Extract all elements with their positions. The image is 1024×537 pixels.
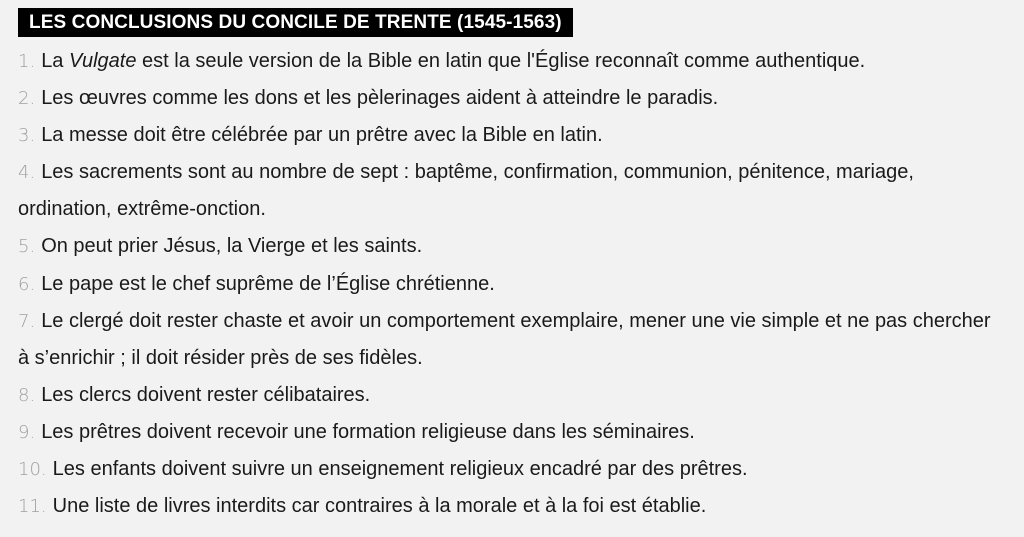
item-text: Les clercs doivent rester célibataires. [41,383,371,406]
list-item-6 [18,266,1006,303]
list-item-2 [18,80,1006,117]
list-item-7 [18,303,1006,377]
item-text: Les prêtres doivent recevoir une formation religieuse dans les séminaires. [41,420,695,443]
document-title: LES CONCLUSIONS DU CONCILE DE TRENTE (1545-1563) [18,8,573,37]
list-item-11 [18,488,1006,525]
item-text: Le pape est le chef suprême de l’Église chrétienne. [41,272,495,295]
list-item-1 [18,43,1006,80]
title-banner [18,8,1006,37]
item-text: Les sacrements sont au nombre de sept : baptême, confirmation, communion, pénitence, mariage, ordination, extrême-onction. [18,161,914,221]
item-text-prefix: La [41,50,69,72]
list-item-10 [18,451,1006,488]
item-number: 9. [18,421,36,443]
item-number: 1. [18,51,36,72]
item-text: Une liste de livres interdits car contraires à la morale et à la foi est établie. [52,495,707,518]
conclusions-list [18,43,1006,525]
item-number: 5. [18,236,36,258]
list-item-3 [18,117,1006,154]
item-text: La messe doit être célébrée par un prêtre avec la Bible en latin. [41,124,603,147]
item-text: Le clergé doit rester chaste et avoir un comportement exemplaire, mener une vie simple et ne pas chercher à s’enrichir ; il doit résider près de ses fidèles. [18,309,991,369]
item-text: Les œuvres comme les dons et les pèlerinages aident à atteindre le paradis. [41,87,719,110]
list-item-9 [18,414,1006,451]
item-number: 10. [18,459,47,481]
item-number: 2. [18,88,36,110]
item-emphasis: Vulgate [69,50,137,72]
item-number: 8. [18,384,36,406]
list-item-4 [18,154,1006,228]
list-item-8 [18,377,1006,414]
item-text: On peut prier Jésus, la Vierge et les saints. [41,235,423,258]
item-number: 11. [18,496,47,518]
list-item-5 [18,228,1006,265]
item-number: 6. [18,273,36,295]
item-number: 3. [18,125,36,147]
item-number: 7. [18,310,36,332]
item-text: Les enfants doivent suivre un enseignement religieux encadré par des prêtres. [52,458,748,481]
item-number: 4. [18,162,36,184]
item-text: est la seule version de la Bible en latin que l'Église reconnaît comme authentique. [136,50,866,72]
